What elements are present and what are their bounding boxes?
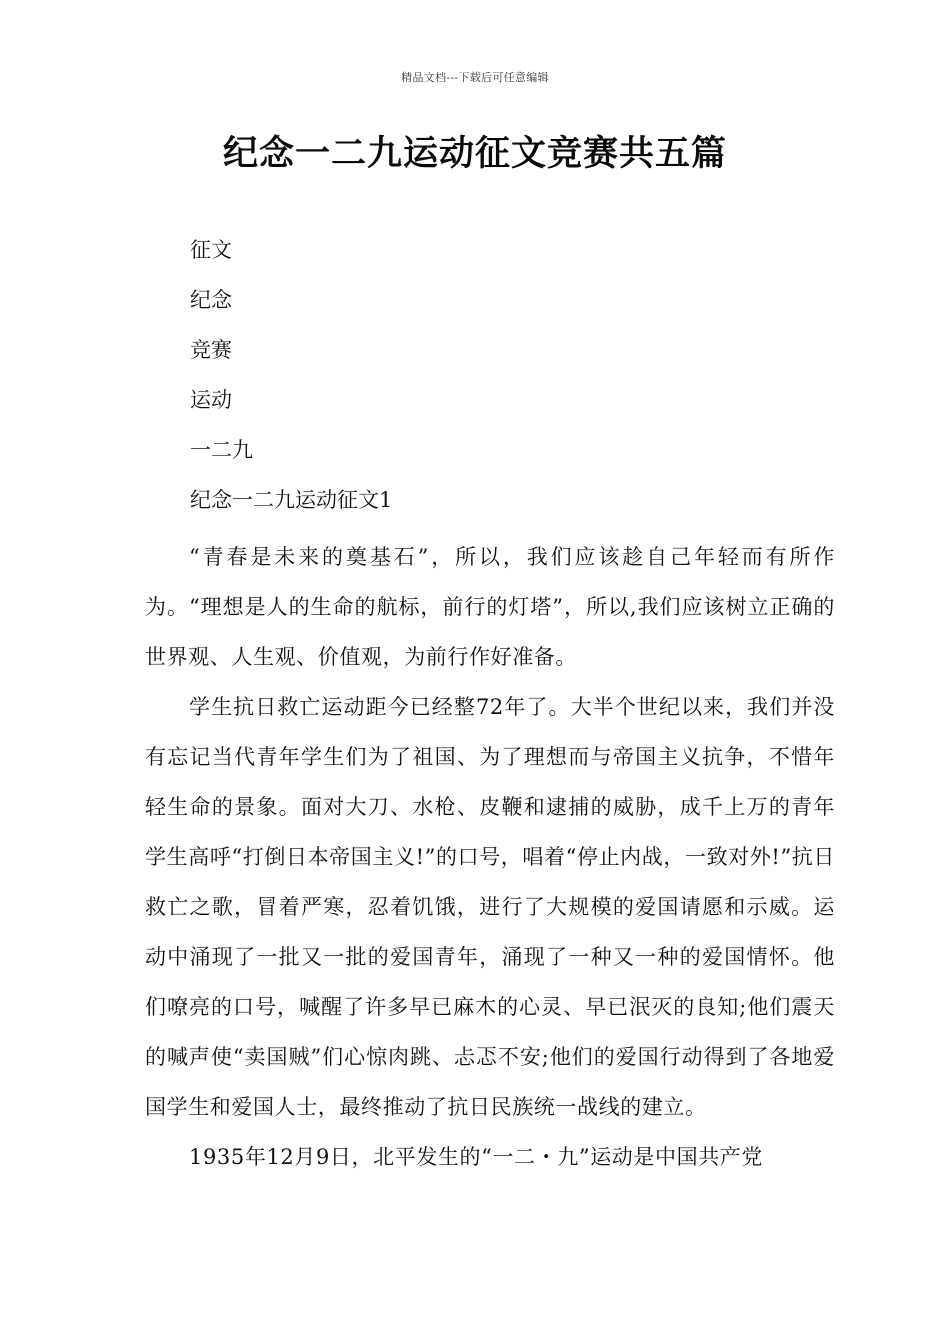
keyword-item: 一二九 — [190, 438, 253, 462]
header-note: 精品文档---下载后可任意编辑 — [401, 71, 549, 84]
section-title: 纪念一二九运动征文1 — [190, 488, 393, 512]
keyword-item: 纪念 — [190, 288, 232, 312]
keyword-list — [190, 232, 253, 482]
keyword-item: 运动 — [190, 388, 232, 412]
document-title: 纪念一二九运动征文竞赛共五篇 — [222, 134, 727, 174]
paragraph: 学生抗日救亡运动距今已经整72年了。大半个世纪以来，我们并没有忘记当代青年学生们为了祖国、为了理想而与帝国主义抗争，不惜年轻生命的景象。面对大刀、水枪、皮鞭和逮捕的威胁，成千上万的青年学生高呼“打倒日本帝国主义!”的口号，唱着“停止内战，一致对外!”抗日救亡之歌，冒着严寒，忍着饥饿，进行了大规模的爱国请愿和示威。运动中涌现了一批又一批的爱国青年，涌现了一种又一种的爱国情怀。他们嘹亮的口号，喊醒了许多早已麻木的心灵、早已泯灭的良知;他们震天的喊声使“卖国贼”们心惊肉跳、忐忑不安;他们的爱国行动得到了各地爱国学生和爱国人士，最终推动了抗日民族统一战线的建立。 — [145, 695, 835, 1119]
keyword-item: 征文 — [190, 238, 232, 262]
paragraph: 1935年12月9日，北平发生的“一二・九”运动是中国共产党 — [189, 1145, 763, 1169]
paragraph: “青春是未来的奠基石”，所以，我们应该趁自己年轻而有所作为。“理想是人的生命的航标，前行的灯塔”，所以,我们应该树立正确的世界观、人生观、价值观，为前行作好准备。 — [145, 545, 835, 669]
body-text — [145, 532, 835, 1182]
keyword-item: 竞赛 — [190, 338, 232, 362]
